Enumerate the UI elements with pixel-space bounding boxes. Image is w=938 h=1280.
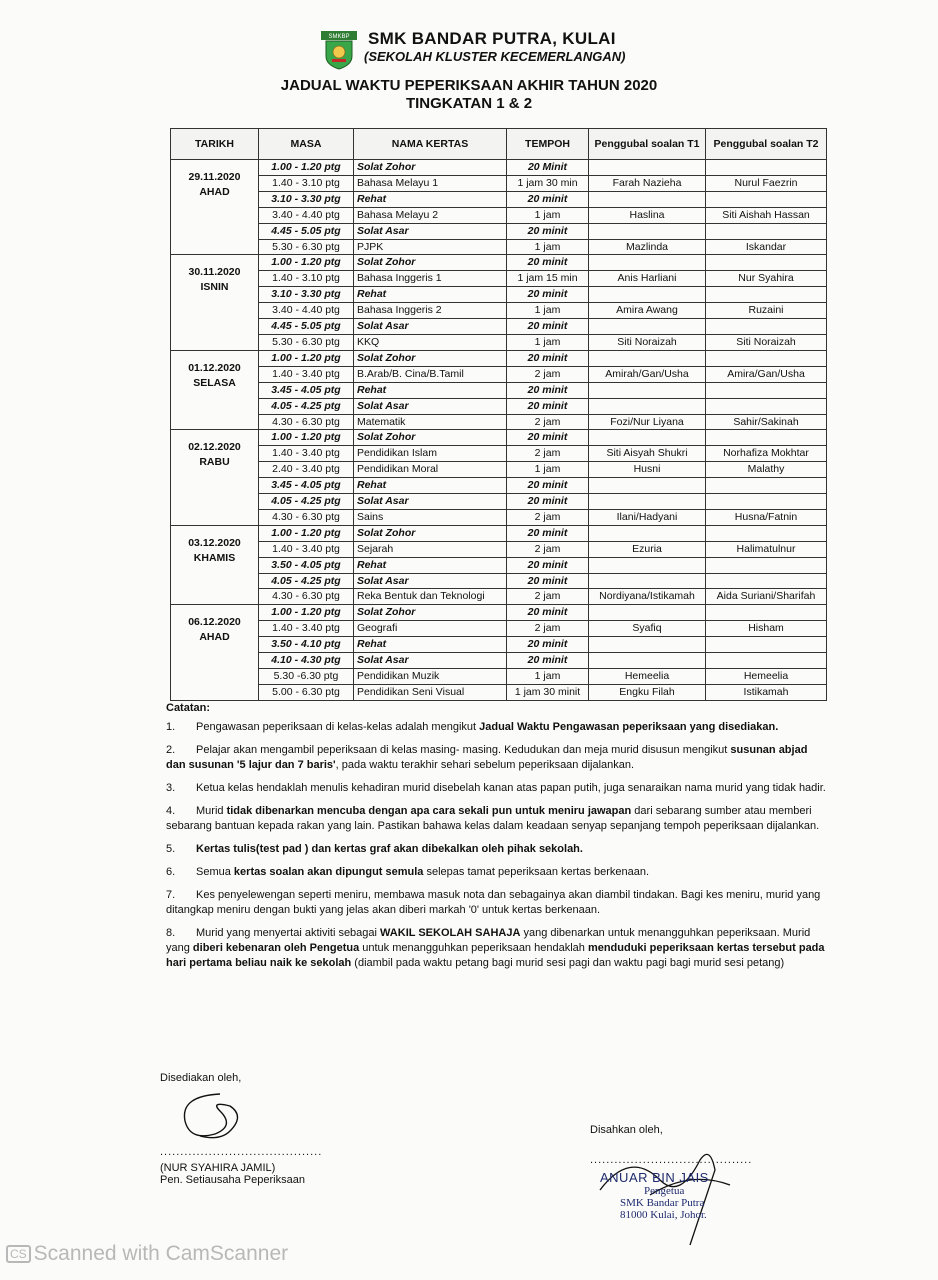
setter-t2-cell — [706, 605, 827, 621]
duration-cell: 20 minit — [507, 637, 589, 653]
table-row — [171, 494, 827, 510]
prepared-by-name: (NUR SYAHIRA JAMIL) — [160, 1162, 276, 1174]
crest-text: SMKBP — [328, 34, 350, 40]
duration-cell: 1 jam — [507, 462, 589, 478]
paper-cell: Rehat — [354, 287, 507, 303]
duration-cell: 20 minit — [507, 557, 589, 573]
paper-cell: Pendidikan Islam — [354, 446, 507, 462]
duration-cell: 2 jam — [507, 541, 589, 557]
setter-t2-cell — [706, 525, 827, 541]
note-text: (diambil pada waktu petang bagi murid sesi pagi dan waktu pagi bagi murid sesi petang) — [351, 957, 785, 969]
table-row — [171, 398, 827, 414]
duration-cell: 20 minit — [507, 398, 589, 414]
duration-cell: 1 jam 15 min — [507, 271, 589, 287]
table-row — [171, 175, 827, 191]
school-subtitle: (SEKOLAH KLUSTER KECEMERLANGAN) — [364, 49, 626, 64]
day-text: AHAD — [199, 631, 230, 644]
setter-t2-cell — [706, 478, 827, 494]
school-name: SMK BANDAR PUTRA, KULAI — [368, 29, 616, 48]
table-row — [171, 525, 827, 541]
principal-stamp — [600, 1170, 709, 1221]
table-row — [171, 684, 827, 700]
masa-cell: 4.05 - 4.25 ptg — [259, 398, 354, 414]
setter-t1-cell — [589, 573, 706, 589]
duration-cell: 20 minit — [507, 350, 589, 366]
table-row — [171, 207, 827, 223]
paper-cell: Solat Zohor — [354, 605, 507, 621]
note-text: Kertas tulis(test pad ) dan kertas graf akan dibekalkan oleh pihak sekolah. — [196, 843, 583, 855]
date-cell — [171, 160, 259, 255]
table-row — [171, 366, 827, 382]
table-row — [171, 509, 827, 525]
note-text: selepas tamat peperiksaan kertas berkenaan. — [423, 866, 650, 878]
note-item — [166, 842, 826, 857]
paper-cell: Reka Bentuk dan Teknologi — [354, 589, 507, 605]
duration-cell: 20 minit — [507, 525, 589, 541]
col-header-masa: MASA — [259, 129, 354, 160]
note-text: Murid yang menyertai aktiviti sebagai — [196, 927, 381, 939]
table-row — [171, 573, 827, 589]
prepared-by-role: Pen. Setiausaha Peperiksaan — [160, 1174, 305, 1186]
date-cell — [171, 350, 259, 430]
setter-t2-cell — [706, 637, 827, 653]
stamp-line-3: 81000 Kulai, Johor. — [620, 1209, 707, 1221]
watermark-text: Scanned with CamScanner — [33, 1242, 289, 1265]
masa-cell: 3.50 - 4.10 ptg — [259, 637, 354, 653]
duration-cell: 20 minit — [507, 478, 589, 494]
setter-t2-cell: Nurul Faezrin — [706, 175, 827, 191]
masa-cell: 1.40 - 3.40 ptg — [259, 621, 354, 637]
col-header-nama-kertas: NAMA KERTAS — [354, 129, 507, 160]
table-row — [171, 637, 827, 653]
duration-cell: 20 minit — [507, 191, 589, 207]
table-row — [171, 478, 827, 494]
setter-t2-cell: Siti Noraizah — [706, 334, 827, 350]
table-row — [171, 303, 827, 319]
note-text: diberi kebenaran oleh Pengetua — [192, 942, 360, 954]
date-cell — [171, 605, 259, 700]
page-subtitle: TINGKATAN 1 & 2 — [405, 95, 533, 112]
setter-t1-cell: Amira Awang — [589, 303, 706, 319]
masa-cell: 1.40 - 3.10 ptg — [259, 271, 354, 287]
note-item — [166, 720, 826, 735]
masa-cell: 5.30 -6.30 ptg — [259, 669, 354, 685]
duration-cell: 20 minit — [507, 605, 589, 621]
note-number: 2. — [166, 744, 176, 756]
day-text: AHAD — [199, 186, 230, 198]
table-row — [171, 430, 827, 446]
table-row — [171, 669, 827, 685]
setter-t2-cell: Malathy — [706, 462, 827, 478]
duration-cell: 20 minit — [507, 319, 589, 335]
masa-cell: 4.05 - 4.25 ptg — [259, 573, 354, 589]
setter-t1-cell — [589, 653, 706, 669]
note-text: Jadual Waktu Pengawasan peperiksaan yang disediakan. — [479, 721, 779, 733]
duration-cell: 2 jam — [507, 621, 589, 637]
note-item — [166, 804, 826, 834]
masa-cell: 5.00 - 6.30 ptg — [259, 684, 354, 700]
paper-cell: Solat Zohor — [354, 255, 507, 271]
day-text: KHAMIS — [193, 551, 236, 564]
setter-t1-cell: Amirah/Gan/Usha — [589, 366, 706, 382]
setter-t2-cell: Hemeelia — [706, 669, 827, 685]
table-row — [171, 334, 827, 350]
date-text: 06.12.2020 — [188, 616, 241, 629]
note-text: Pelajar akan mengambil peperiksaan di kelas masing- masing. Kedudukan dan meja murid disusun mengikut — [196, 744, 731, 756]
note-text: Murid — [196, 805, 227, 817]
setter-t2-cell — [706, 398, 827, 414]
paper-cell: PJPK — [354, 239, 507, 255]
setter-t1-cell: Ilani/Hadyani — [589, 509, 706, 525]
duration-cell: 1 jam — [507, 207, 589, 223]
paper-cell: Rehat — [354, 191, 507, 207]
setter-t1-cell — [589, 160, 706, 176]
page-title: JADUAL WAKTU PEPERIKSAAN AKHIR TAHUN 2020 — [280, 77, 658, 94]
note-text: Kes penyelewengan seperti meniru, membawa masuk nota dan sebagainya akan diambil tindakan. Bagi kes meniru, murid yang ditangkap meniru dengan bukti yang jelas akan diberi markah '0' untuk kertas berkenaan. — [166, 889, 821, 916]
paper-cell: Rehat — [354, 637, 507, 653]
setter-t1-cell: Anis Harliani — [589, 271, 706, 287]
setter-t1-cell: Fozi/Nur Liyana — [589, 414, 706, 430]
setter-t2-cell: Aida Suriani/Sharifah — [706, 589, 827, 605]
setter-t1-cell: Siti Aisyah Shukri — [589, 446, 706, 462]
date-cell — [171, 255, 259, 350]
col-header-penggubal-t2: Penggubal soalan T2 — [706, 129, 827, 160]
approved-by-label: Disahkan oleh, — [590, 1124, 663, 1136]
paper-cell: Rehat — [354, 382, 507, 398]
paper-cell: Pendidikan Seni Visual — [354, 684, 507, 700]
setter-t2-cell — [706, 557, 827, 573]
duration-cell: 1 jam 30 minit — [507, 684, 589, 700]
setter-t1-cell: Mazlinda — [589, 239, 706, 255]
duration-cell: 20 minit — [507, 287, 589, 303]
note-item — [166, 743, 826, 773]
setter-t1-cell: Hemeelia — [589, 669, 706, 685]
duration-cell: 2 jam — [507, 366, 589, 382]
masa-cell: 1.00 - 1.20 ptg — [259, 160, 354, 176]
paper-cell: Solat Zohor — [354, 160, 507, 176]
col-header-tarikh: TARIKH — [171, 129, 259, 160]
table-header-row — [171, 129, 827, 160]
paper-cell: Solat Asar — [354, 494, 507, 510]
masa-cell: 3.40 - 4.40 ptg — [259, 207, 354, 223]
masa-cell: 3.10 - 3.30 ptg — [259, 287, 354, 303]
table-row — [171, 557, 827, 573]
note-text: tidak dibenarkan mencuba dengan apa cara sekali pun untuk meniru jawapan — [226, 805, 632, 817]
masa-cell: 3.45 - 4.05 ptg — [259, 478, 354, 494]
note-item — [166, 926, 826, 971]
setter-t2-cell — [706, 191, 827, 207]
masa-cell: 1.40 - 3.40 ptg — [259, 446, 354, 462]
duration-cell: 20 minit — [507, 255, 589, 271]
table-row — [171, 462, 827, 478]
paper-cell: Solat Asar — [354, 319, 507, 335]
camscanner-logo-icon: CS — [6, 1245, 31, 1263]
note-number: 3. — [166, 782, 176, 794]
masa-cell: 4.30 - 6.30 ptg — [259, 589, 354, 605]
note-item — [166, 781, 826, 796]
setter-t2-cell — [706, 382, 827, 398]
date-cell — [171, 525, 259, 605]
masa-cell: 4.30 - 6.30 ptg — [259, 414, 354, 430]
date-text: 01.12.2020 — [188, 361, 241, 374]
note-item — [166, 888, 826, 918]
setter-t2-cell: Amira/Gan/Usha — [706, 366, 827, 382]
setter-t1-cell: Farah Nazieha — [589, 175, 706, 191]
masa-cell: 4.45 - 5.05 ptg — [259, 319, 354, 335]
setter-t1-cell — [589, 478, 706, 494]
note-text: , pada waktu terakhir sehari sebelum peperiksaan dijalankan. — [335, 759, 635, 771]
masa-cell: 5.30 - 6.30 ptg — [259, 334, 354, 350]
note-text: untuk menangguhkan peperiksaan hendaklah — [359, 942, 588, 954]
duration-cell: 20 minit — [507, 382, 589, 398]
setter-t1-cell: Husni — [589, 462, 706, 478]
setter-t1-cell — [589, 255, 706, 271]
setter-t1-cell: Ezuria — [589, 541, 706, 557]
table-row — [171, 414, 827, 430]
setter-t2-cell — [706, 223, 827, 239]
note-text: Ketua kelas hendaklah menulis kehadiran murid disebelah kanan atas papan putih, juga senaraikan nama murid yang tidak hadir. — [196, 782, 826, 794]
setter-t1-cell: Nordiyana/Istikamah — [589, 589, 706, 605]
note-text: susunan abjad dan susunan '5 lajur dan 7 baris' — [166, 744, 808, 771]
duration-cell: 20 minit — [507, 223, 589, 239]
masa-cell: 1.00 - 1.20 ptg — [259, 605, 354, 621]
date-text: 30.11.2020 — [188, 266, 241, 279]
paper-cell: Pendidikan Muzik — [354, 669, 507, 685]
table-row — [171, 589, 827, 605]
paper-cell: Solat Zohor — [354, 430, 507, 446]
date-text: 29.11.2020 — [188, 171, 241, 183]
setter-t1-cell: Siti Noraizah — [589, 334, 706, 350]
duration-cell: 20 Minit — [507, 160, 589, 176]
masa-cell: 3.40 - 4.40 ptg — [259, 303, 354, 319]
duration-cell: 1 jam 30 min — [507, 175, 589, 191]
date-text: 03.12.2020 — [188, 536, 241, 549]
setter-t2-cell — [706, 350, 827, 366]
setter-t2-cell — [706, 255, 827, 271]
exam-schedule-table — [170, 128, 827, 701]
stamp-line-1: Pengetua — [644, 1185, 685, 1197]
setter-t1-cell: Engku Filah — [589, 684, 706, 700]
day-text: ISNIN — [200, 281, 229, 294]
setter-t2-cell — [706, 160, 827, 176]
paper-cell: Pendidikan Moral — [354, 462, 507, 478]
notes-title: Catatan: — [166, 702, 211, 714]
setter-t2-cell: Halimatulnur — [706, 541, 827, 557]
setter-t2-cell: Hisham — [706, 621, 827, 637]
masa-cell: 1.00 - 1.20 ptg — [259, 350, 354, 366]
table-row — [171, 223, 827, 239]
paper-cell: Matematik — [354, 414, 507, 430]
table-row — [171, 350, 827, 366]
setter-t1-cell — [589, 430, 706, 446]
note-text: yang dibenarkan untuk menangguhkan peperiksaan. Murid yang — [166, 927, 811, 954]
school-crest-icon — [320, 30, 358, 70]
setter-t2-cell: Husna/Fatnin — [706, 509, 827, 525]
setter-t1-cell — [589, 287, 706, 303]
paper-cell: Solat Zohor — [354, 350, 507, 366]
note-text: menduduki peperiksaan kertas tersebut pada hari pertama beliau naik ke sekolah — [166, 942, 825, 969]
school-header — [320, 26, 680, 76]
table-row — [171, 446, 827, 462]
duration-cell: 20 minit — [507, 573, 589, 589]
note-number: 6. — [166, 866, 176, 878]
paper-cell: Rehat — [354, 478, 507, 494]
setter-t1-cell — [589, 319, 706, 335]
table-row — [171, 319, 827, 335]
setter-t2-cell — [706, 430, 827, 446]
masa-cell: 1.00 - 1.20 ptg — [259, 430, 354, 446]
note-number: 8. — [166, 927, 176, 939]
setter-t2-cell: Sahir/Sakinah — [706, 414, 827, 430]
table-row — [171, 605, 827, 621]
paper-cell: B.Arab/B. Cina/B.Tamil — [354, 366, 507, 382]
table-row — [171, 239, 827, 255]
stamp-name: ANUAR BIN JAIS — [600, 1170, 709, 1185]
paper-cell: Rehat — [354, 557, 507, 573]
setter-t2-cell: Istikamah — [706, 684, 827, 700]
paper-cell: Solat Asar — [354, 223, 507, 239]
table-row — [171, 255, 827, 271]
table-row — [171, 541, 827, 557]
setter-t2-cell — [706, 287, 827, 303]
masa-cell: 1.00 - 1.20 ptg — [259, 255, 354, 271]
setter-t1-cell — [589, 350, 706, 366]
notes-list — [166, 720, 826, 971]
note-text: WAKIL SEKOLAH SAHAJA — [380, 927, 521, 939]
duration-cell: 20 minit — [507, 653, 589, 669]
duration-cell: 1 jam — [507, 334, 589, 350]
masa-cell: 4.45 - 5.05 ptg — [259, 223, 354, 239]
masa-cell: 1.00 - 1.20 ptg — [259, 525, 354, 541]
masa-cell: 4.10 - 4.30 ptg — [259, 653, 354, 669]
duration-cell: 2 jam — [507, 446, 589, 462]
setter-t2-cell: Norhafiza Mokhtar — [706, 446, 827, 462]
setter-t1-cell — [589, 557, 706, 573]
masa-cell: 5.30 - 6.30 ptg — [259, 239, 354, 255]
signature-left-icon — [160, 1086, 290, 1146]
day-text: RABU — [199, 456, 230, 469]
setter-t1-cell — [589, 605, 706, 621]
duration-cell: 1 jam — [507, 303, 589, 319]
stamp-line-2: SMK Bandar Putra — [620, 1197, 705, 1209]
date-cell — [171, 430, 259, 525]
masa-cell: 1.40 - 3.40 ptg — [259, 541, 354, 557]
duration-cell: 1 jam — [507, 239, 589, 255]
setter-t2-cell: Iskandar — [706, 239, 827, 255]
note-number: 4. — [166, 805, 176, 817]
paper-cell: Solat Asar — [354, 398, 507, 414]
note-number: 5. — [166, 843, 176, 855]
masa-cell: 3.50 - 4.05 ptg — [259, 557, 354, 573]
paper-cell: Sejarah — [354, 541, 507, 557]
table-row — [171, 160, 827, 176]
masa-cell: 1.40 - 3.40 ptg — [259, 366, 354, 382]
setter-t1-cell: Haslina — [589, 207, 706, 223]
setter-t1-cell: Syafiq — [589, 621, 706, 637]
paper-cell: Bahasa Melayu 2 — [354, 207, 507, 223]
duration-cell: 20 minit — [507, 494, 589, 510]
approved-by-dots: ........................................ — [590, 1154, 753, 1166]
setter-t1-cell — [589, 398, 706, 414]
setter-t2-cell: Siti Aishah Hassan — [706, 207, 827, 223]
setter-t1-cell — [589, 637, 706, 653]
table-row — [171, 287, 827, 303]
note-number: 7. — [166, 889, 176, 901]
paper-cell: Bahasa Inggeris 2 — [354, 303, 507, 319]
col-header-penggubal-t1: Penggubal soalan T1 — [589, 129, 706, 160]
table-row — [171, 191, 827, 207]
paper-cell: Sains — [354, 509, 507, 525]
masa-cell: 3.45 - 4.05 ptg — [259, 382, 354, 398]
note-text: Pengawasan peperiksaan di kelas-kelas adalah mengikut — [196, 721, 480, 733]
duration-cell: 1 jam — [507, 669, 589, 685]
setter-t2-cell: Ruzaini — [706, 303, 827, 319]
paper-cell: Solat Asar — [354, 653, 507, 669]
paper-cell: Geografi — [354, 621, 507, 637]
setter-t1-cell — [589, 223, 706, 239]
paper-cell: Bahasa Inggeris 1 — [354, 271, 507, 287]
col-header-tempoh: TEMPOH — [507, 129, 589, 160]
masa-cell: 4.30 - 6.30 ptg — [259, 509, 354, 525]
prepared-by-dots: ........................................ — [160, 1146, 323, 1158]
camscanner-watermark — [6, 1242, 288, 1266]
paper-cell: KKQ — [354, 334, 507, 350]
prepared-by-block — [160, 1072, 322, 1186]
prepared-by-label: Disediakan oleh, — [160, 1072, 242, 1084]
setter-t2-cell: Nur Syahira — [706, 271, 827, 287]
masa-cell: 1.40 - 3.10 ptg — [259, 175, 354, 191]
masa-cell: 2.40 - 3.40 ptg — [259, 462, 354, 478]
duration-cell: 2 jam — [507, 589, 589, 605]
duration-cell: 2 jam — [507, 414, 589, 430]
setter-t1-cell — [589, 191, 706, 207]
setter-t2-cell — [706, 573, 827, 589]
note-number: 1. — [166, 721, 176, 733]
table-row — [171, 271, 827, 287]
masa-cell: 4.05 - 4.25 ptg — [259, 494, 354, 510]
setter-t2-cell — [706, 653, 827, 669]
date-text: 02.12.2020 — [188, 441, 241, 454]
masa-cell: 3.10 - 3.30 ptg — [259, 191, 354, 207]
duration-cell: 2 jam — [507, 509, 589, 525]
day-text: SELASA — [193, 376, 236, 389]
table-row — [171, 653, 827, 669]
table-row — [171, 621, 827, 637]
setter-t2-cell — [706, 319, 827, 335]
note-text: kertas soalan akan dipungut semula — [233, 866, 424, 878]
paper-cell: Bahasa Melayu 1 — [354, 175, 507, 191]
setter-t1-cell — [589, 494, 706, 510]
paper-cell: Solat Asar — [354, 573, 507, 589]
table-body — [171, 160, 827, 701]
setter-t1-cell — [589, 525, 706, 541]
note-text: dari sebarang sumber atau memberi sebarang bantuan kepada rakan yang lain. Pastikan bahawa kelas dalam keadaan senyap sepanjang tempoh peperiksaan dijalankan. — [166, 805, 820, 832]
setter-t2-cell — [706, 494, 827, 510]
table-row — [171, 382, 827, 398]
paper-cell: Solat Zohor — [354, 525, 507, 541]
setter-t1-cell — [589, 382, 706, 398]
note-text: Semua — [196, 866, 234, 878]
notes-section — [166, 701, 826, 979]
note-item — [166, 865, 826, 880]
duration-cell: 20 minit — [507, 430, 589, 446]
